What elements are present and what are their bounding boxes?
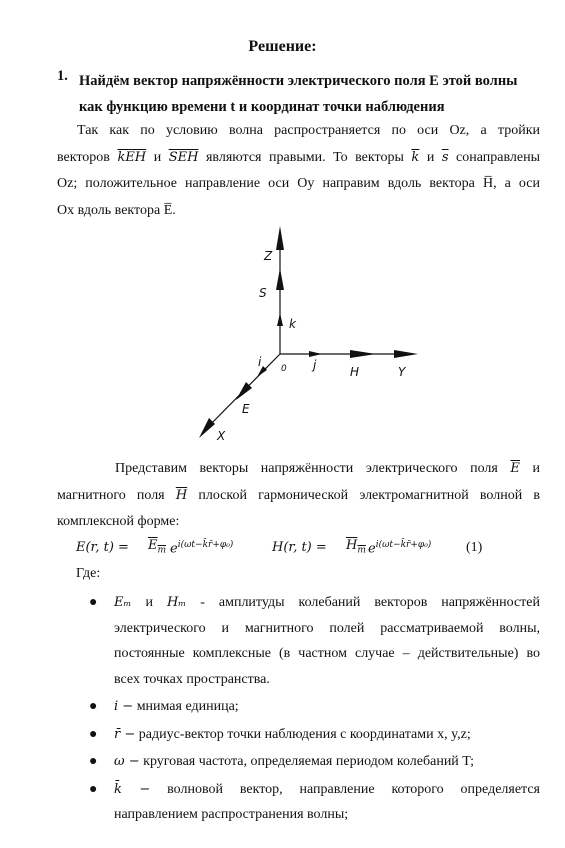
definition-list xyxy=(76,590,540,830)
formula-lhs-e: E(r, t) = xyxy=(76,540,129,555)
list-item: ● r̄ − радиус-вектор точки наблюдения с координатами x, y,z; xyxy=(76,722,540,748)
label-z: Z xyxy=(264,249,273,263)
z-axis-arrow xyxy=(276,226,284,250)
paragraph-2-line1: Представим векторы напряжённости электрического поля $\overline{E}$ и xyxy=(115,461,540,476)
label-h: H xyxy=(350,365,360,379)
bullet-icon: ● xyxy=(89,699,98,714)
paragraph-2 xyxy=(57,456,540,536)
formula-number: (1) xyxy=(466,540,483,555)
j-vector-arrow xyxy=(309,351,322,357)
bullet-icon: ● xyxy=(89,726,98,742)
math-E: $\overline{E}$ xyxy=(510,461,520,476)
math-SEH: $\overline{SEH}$ xyxy=(168,149,199,165)
list-item: ● Eₘ и Hₘ - амплитуды колебаний векторов напряжённостей электрического и магнитного полей рассматриваемой волны, постоянные комплексные (в частном случае – действительные) во всех точках пространства. xyxy=(76,590,540,692)
bullet-icon: ● xyxy=(89,754,98,769)
formula-1 xyxy=(76,536,526,564)
paragraph-1-line1: Так как по условию волна распространяется по оси Oz, а тройки xyxy=(77,123,540,138)
s-vector-arrow xyxy=(276,268,284,290)
formula-amp-h: $H_m$ xyxy=(346,538,366,556)
math-k: $\overline{k}$ xyxy=(411,149,420,165)
bullet-icon: ● xyxy=(89,781,98,797)
label-k: k xyxy=(289,317,296,331)
paragraph-1-line3: Oz; положительное направление оси Oy направим вдоль вектора H̅, а оси xyxy=(57,176,540,191)
h-vector-arrow xyxy=(350,350,376,358)
formula-amp-e: $E_m$ xyxy=(148,538,167,556)
axes-diagram xyxy=(190,220,440,450)
k-vector-arrow xyxy=(277,313,283,326)
solution-heading: Решение: xyxy=(248,38,317,55)
section-number: 1. xyxy=(57,68,68,84)
math-s: $\overline{s}$ xyxy=(441,149,449,165)
label-i: i xyxy=(258,355,262,369)
formula-exp-h: $e^{i(\omega t-k̄r̄+\varphi_0)}$ xyxy=(368,540,432,557)
paragraph-1 xyxy=(57,118,540,224)
label-e: E xyxy=(242,402,250,416)
list-item: ● i − мнимая единица; xyxy=(76,694,540,720)
math-H: $\overline{H}$ xyxy=(175,487,188,503)
x-axis-arrow xyxy=(199,418,215,438)
formula-lhs-h: H(r, t) = xyxy=(272,540,327,555)
paragraph-2-line3: комплексной форме: xyxy=(57,514,180,529)
label-y: Y xyxy=(398,365,406,379)
section-title-line2: как функцию времени t и координат точки наблюдения xyxy=(79,99,445,115)
section-title-line1: Найдём вектор напряжённости электрического поля E этой волны xyxy=(79,73,518,89)
label-s: S xyxy=(259,286,267,300)
bullet-icon: ● xyxy=(89,595,98,610)
y-axis-arrow xyxy=(394,350,418,358)
paragraph-1-line2: векторов $\overline{kEH}$ и $\overline{SEH}$ являются правыми. То векторы $\overline{k}$ и $\overline{s}$ сонаправлены xyxy=(57,149,541,165)
paragraph-2-line2: магнитного поля $\overline{H}$ плоской гармонической электромагнитной волной в xyxy=(57,487,540,503)
where-label: Где: xyxy=(76,566,101,581)
paragraph-1-line4: Ox вдоль вектора E̅. xyxy=(57,202,176,218)
list-item: ● k̄ − волновой вектор, направление которого определяется направлением распространения волны; xyxy=(76,777,540,828)
label-x: X xyxy=(217,429,226,443)
section-title xyxy=(79,68,541,120)
label-origin: 0 xyxy=(281,364,287,374)
list-item: ● ω − круговая частота, определяемая периодом колебаний T; xyxy=(76,749,540,775)
label-j: j xyxy=(313,358,317,372)
math-kEH: $\overline{kEH}$ xyxy=(117,149,147,165)
formula-exp-e: $e^{i(\omega t-k̄r̄+\varphi_0)}$ xyxy=(170,540,234,557)
